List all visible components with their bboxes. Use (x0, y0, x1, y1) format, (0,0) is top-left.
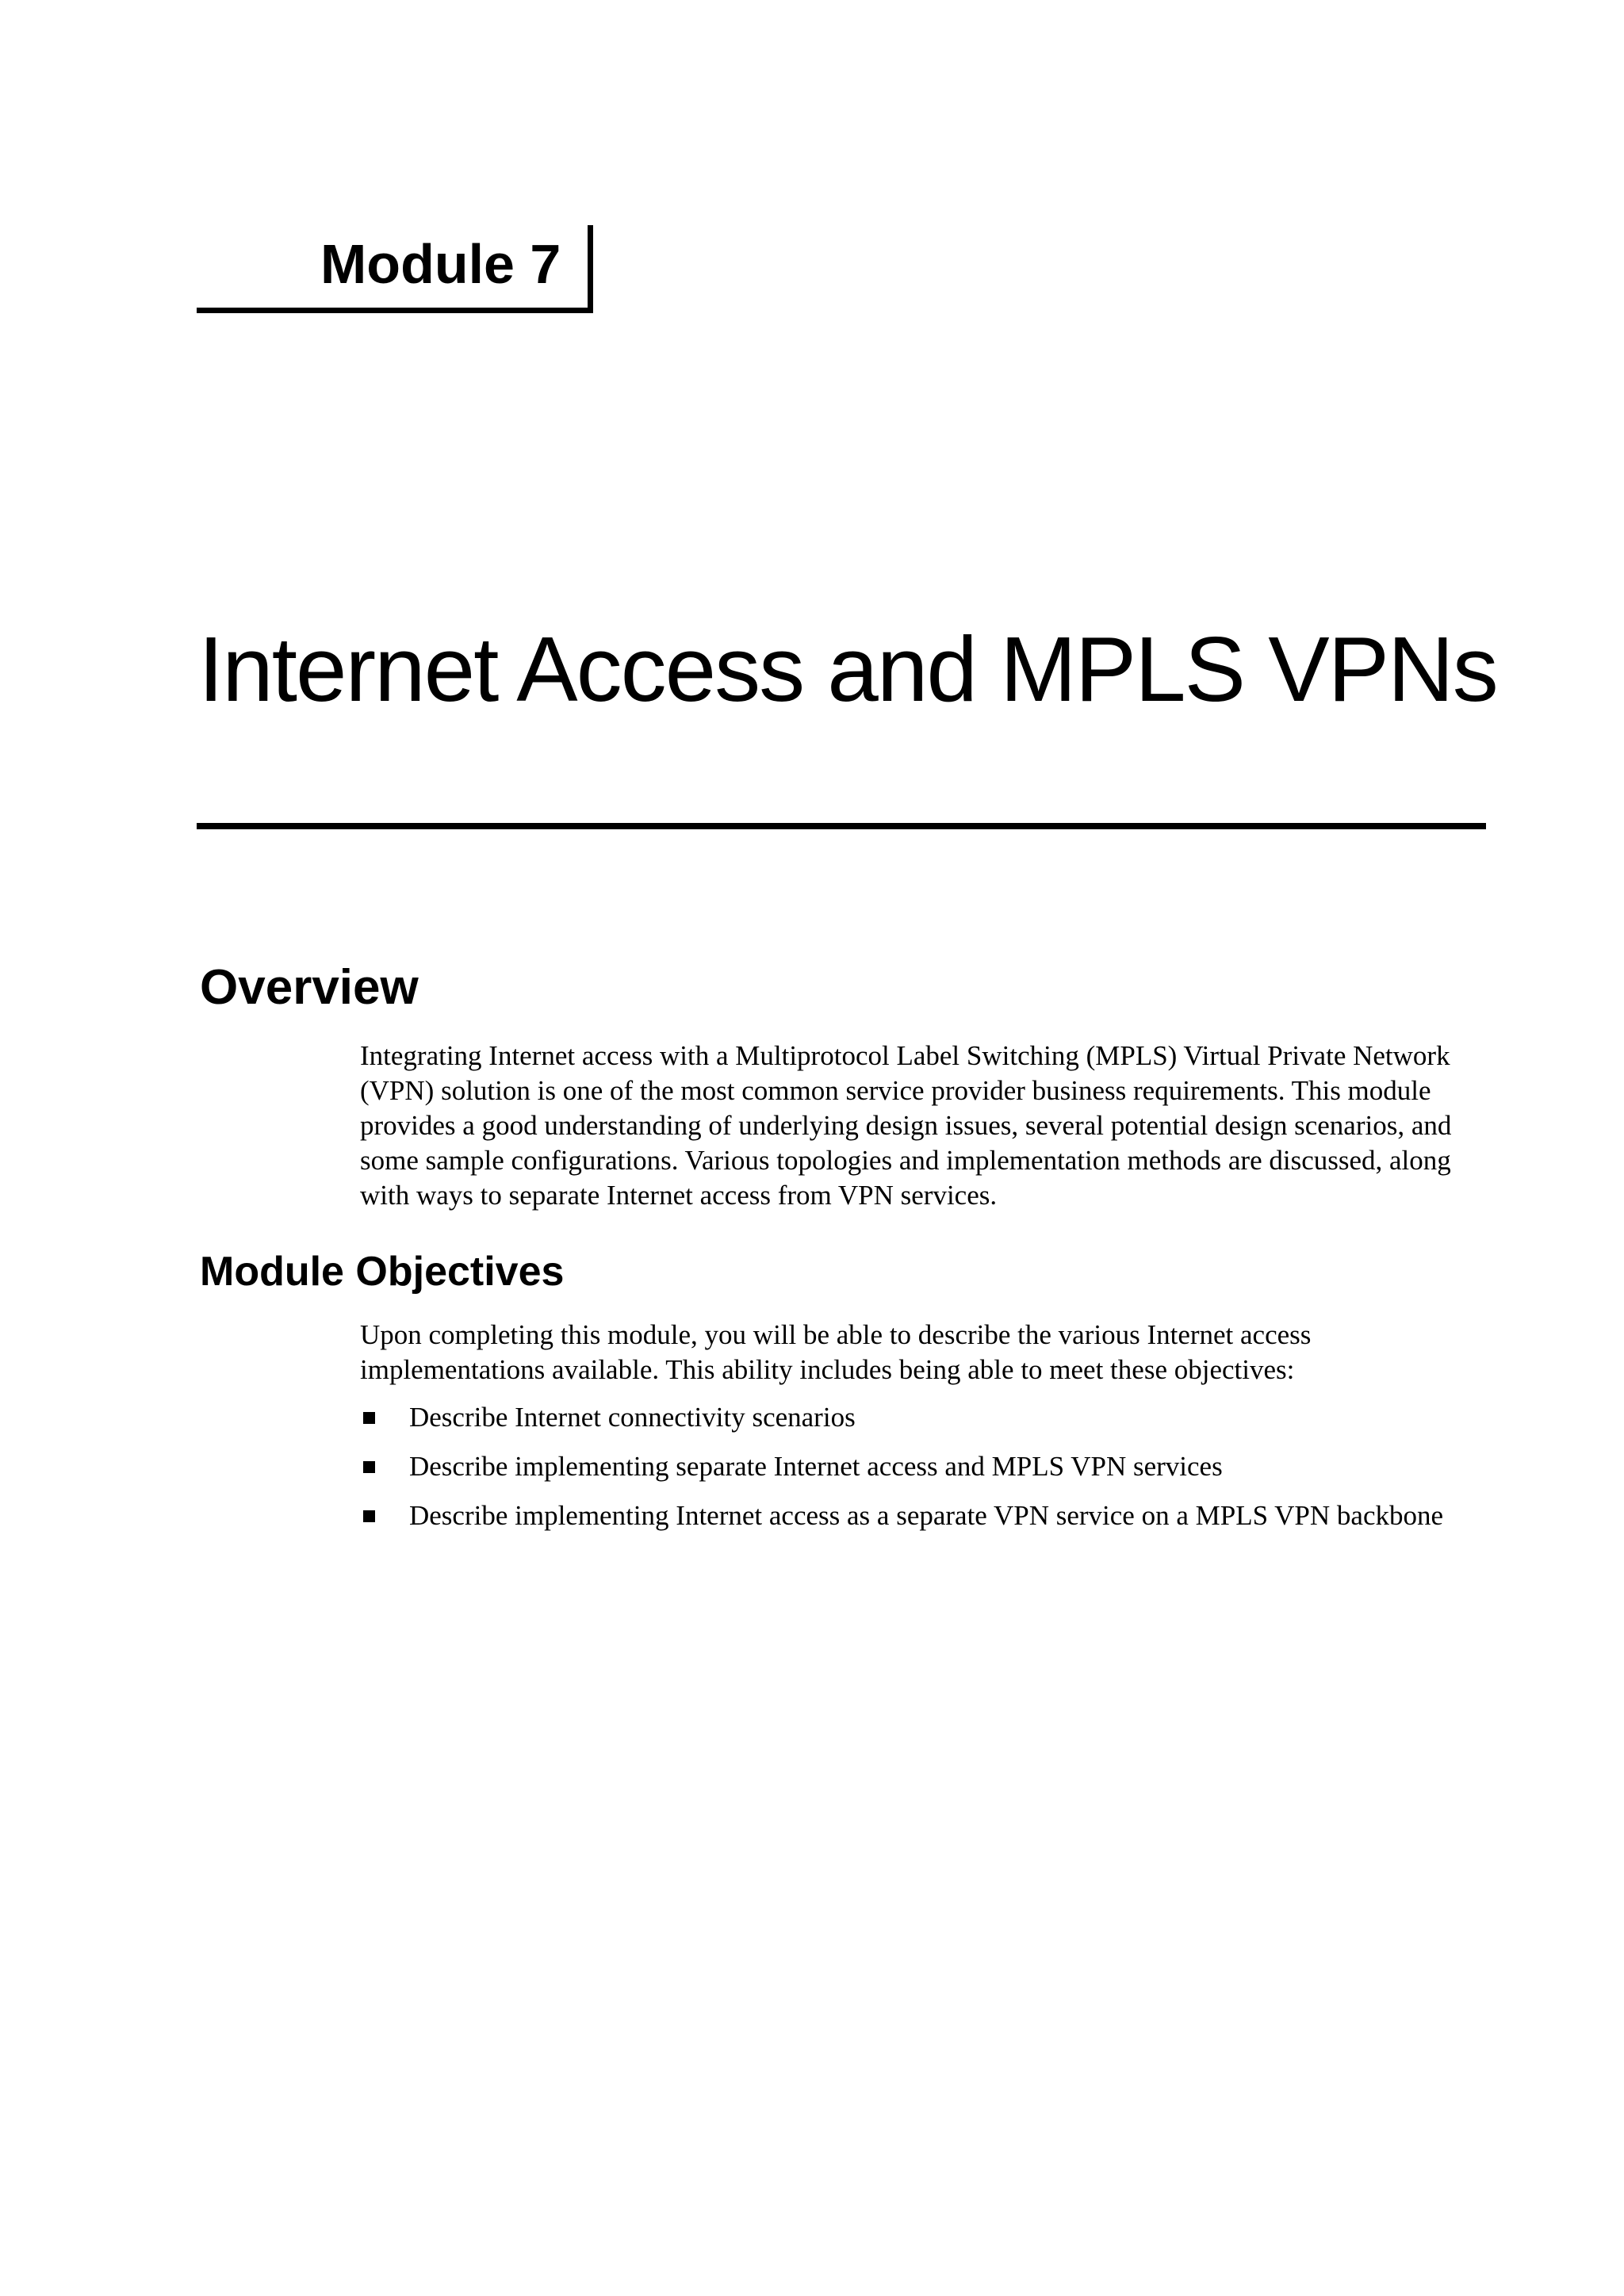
overview-paragraph: Integrating Internet access with a Multiprotocol Label Switching (MPLS) Virtual Private Network (VPN) solution is one of the most common service provider business requirements. This module provides a good understanding of underlying design issues, several potential design scenarios, and some sample configurations. Various topologies and implementation methods are discussed, along with ways to separate Internet access from VPN services. (360, 1040, 1452, 1211)
module-underline (197, 308, 593, 313)
objectives-intro: Upon completing this module, you will be able to describe the various Internet access implementations available. This ability includes being able to meet these objectives: (360, 1319, 1312, 1385)
list-item (360, 1498, 1486, 1533)
module-header (197, 225, 593, 314)
list-item (360, 1400, 1486, 1435)
page-title: Internet Access and MPLS VPNs (198, 618, 1497, 721)
list-item (360, 1449, 1486, 1484)
square-bullet-icon (363, 1461, 375, 1473)
title-divider (197, 823, 1486, 829)
objectives-list (360, 1400, 1486, 1548)
objective-text: Describe Internet connectivity scenarios (409, 1402, 856, 1433)
objective-text: Describe implementing separate Internet access and MPLS VPN services (409, 1451, 1223, 1482)
objectives-heading: Module Objectives (200, 1249, 565, 1295)
overview-heading: Overview (200, 960, 419, 1015)
square-bullet-icon (363, 1510, 375, 1522)
module-label: Module 7 (320, 233, 561, 295)
objective-text: Describe implementing Internet access as a separate VPN service on a MPLS VPN backbone (409, 1500, 1444, 1531)
module-vertical-rule (588, 225, 593, 313)
square-bullet-icon (363, 1412, 375, 1424)
